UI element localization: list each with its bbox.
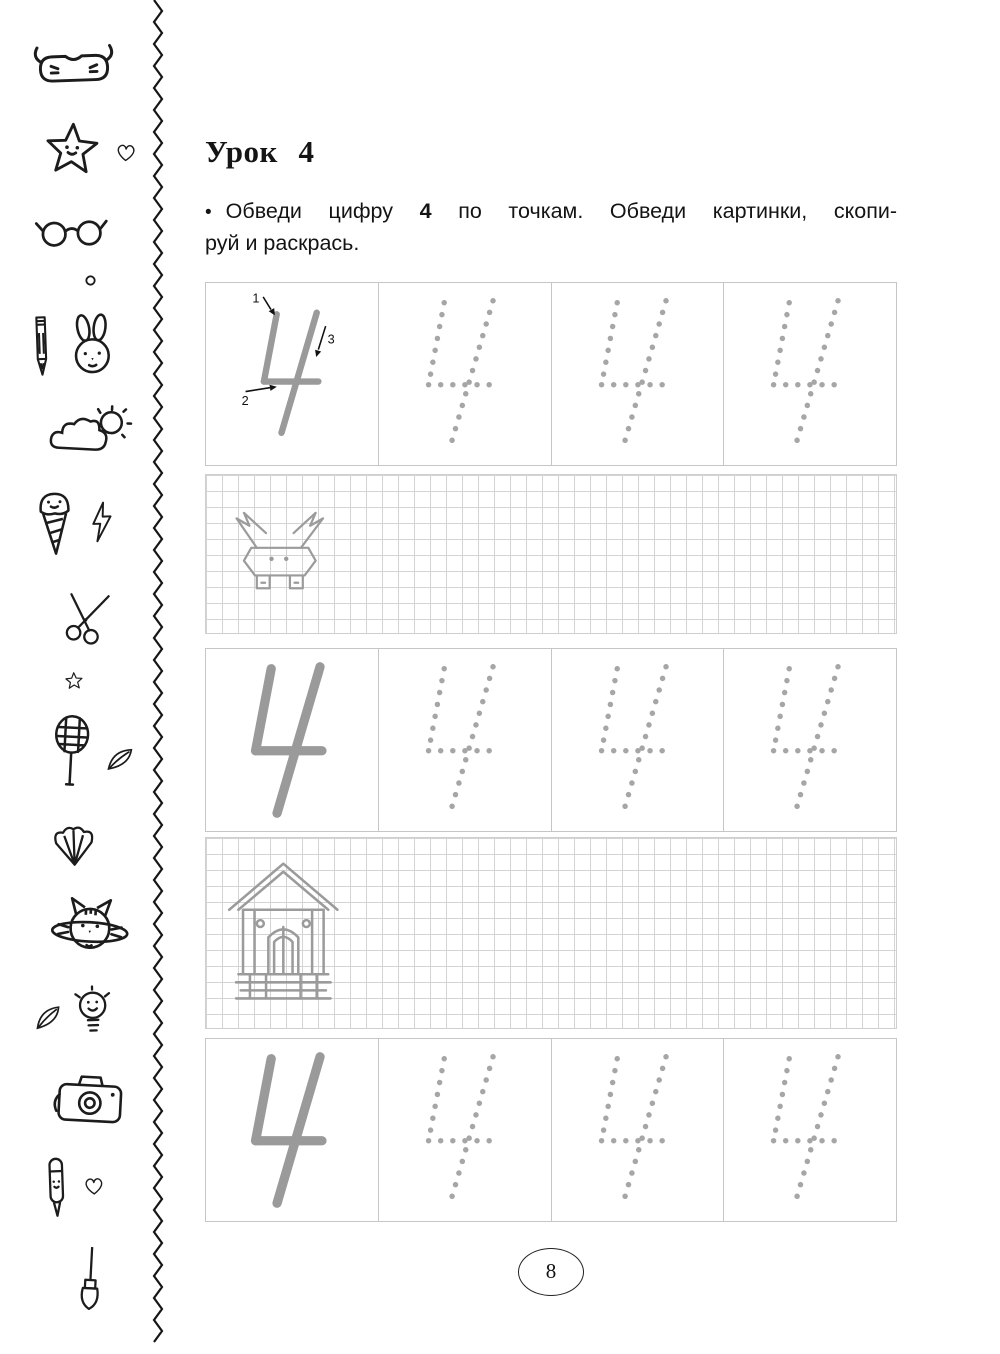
marker-pen-icon [40, 1153, 71, 1222]
doodle-row [30, 39, 118, 98]
house-drawing [220, 854, 347, 1006]
dotted-four-cell [378, 283, 551, 465]
page-number-area [205, 1248, 897, 1296]
margin-doodles [18, 0, 144, 1349]
doodle-row [45, 401, 136, 463]
trace-row [205, 1038, 897, 1222]
pencil-icon [27, 311, 54, 381]
dotted-four-cell [378, 1039, 551, 1221]
heart-icon [112, 139, 139, 166]
leaf-icon [34, 1003, 63, 1032]
tennis-racket-icon [44, 713, 98, 800]
practice-rows [205, 282, 897, 1222]
instruction-number: 4 [419, 199, 432, 223]
doodle-row [27, 309, 120, 381]
scissors-icon [58, 585, 121, 648]
instruction-line1 [205, 196, 897, 228]
star-small-icon [63, 669, 86, 692]
number-four-dotted [756, 1047, 863, 1213]
number-four-dotted [584, 291, 691, 457]
crab-drawing [220, 505, 340, 597]
doodle-row [44, 713, 136, 802]
example-four-cell [206, 283, 378, 465]
doodle-row [83, 274, 97, 288]
doodle-row [58, 585, 121, 648]
dotted-four-cell [723, 1039, 896, 1221]
trace-row [205, 648, 897, 832]
number-four-dotted [411, 657, 518, 823]
number-four-dotted [411, 1047, 518, 1213]
sleep-mask-icon [30, 39, 118, 98]
copy-grid-row [205, 474, 897, 634]
glasses-icon [33, 204, 115, 252]
number-four-dotted [584, 1047, 691, 1213]
lesson-title: Урок 4 [205, 134, 315, 169]
zigzag-line [150, 0, 166, 1349]
shell-icon [48, 822, 100, 870]
cat-planet-icon [42, 890, 138, 965]
stroke-label-3: 3 [328, 332, 336, 347]
number-four-example [228, 291, 355, 457]
page-number-badge [518, 1248, 584, 1296]
number-four-solid [238, 1047, 345, 1213]
number-four-dotted [411, 291, 518, 457]
stroke-label-1: 1 [252, 291, 260, 306]
ice-cream-icon [31, 484, 80, 564]
solid-four-cell [206, 1039, 378, 1221]
dotted-four-cell [551, 1039, 724, 1221]
doodle-row [72, 1244, 109, 1314]
worksheet-content [205, 0, 897, 1296]
paint-brush-icon [72, 1244, 109, 1314]
starfish-icon [39, 117, 104, 182]
copy-grid-row [205, 837, 897, 1029]
crab-picture [220, 505, 340, 602]
camera-icon [50, 1068, 131, 1131]
instruction-before: Обведи цифру [225, 199, 420, 223]
number-four-dotted [756, 291, 863, 457]
doodle-row [31, 483, 118, 564]
instruction-text [205, 196, 897, 260]
zigzag-divider [150, 0, 166, 1349]
instruction-after: по точкам. Обведи картинки, скопи- [431, 199, 897, 223]
doodle-row [42, 890, 138, 965]
doodle-row [40, 1152, 107, 1223]
trace-row [205, 282, 897, 466]
dotted-four-cell [551, 283, 724, 465]
lightning-icon [87, 500, 117, 545]
instruction-line2: руй и раскрась. [205, 230, 360, 255]
doodle-row [39, 117, 140, 184]
doodle-row [33, 985, 115, 1049]
dotted-four-cell [551, 649, 724, 831]
doodle-row [50, 1068, 131, 1131]
dotted-four-cell [723, 649, 896, 831]
doodle-row [48, 822, 100, 870]
house-picture [220, 854, 347, 1011]
page-number: 8 [545, 1259, 557, 1284]
cloud-sun-icon [45, 401, 136, 463]
leaf-icon [105, 744, 134, 773]
doodle-row [63, 669, 86, 692]
solid-four-cell [206, 649, 378, 831]
dotted-four-cell [378, 649, 551, 831]
stroke-order-arrows [246, 296, 326, 391]
doodle-row [33, 204, 115, 252]
number-four-solid [238, 657, 345, 823]
number-four-dotted [584, 657, 691, 823]
dotted-four-cell [723, 283, 896, 465]
stroke-label-2: 2 [242, 393, 250, 408]
light-bulb-icon [71, 985, 115, 1047]
heart-icon [80, 1173, 107, 1200]
number-four-dotted [756, 657, 863, 823]
dot-icon [83, 274, 97, 288]
bunny-icon [62, 310, 120, 380]
bullet-marker: • [205, 202, 212, 223]
